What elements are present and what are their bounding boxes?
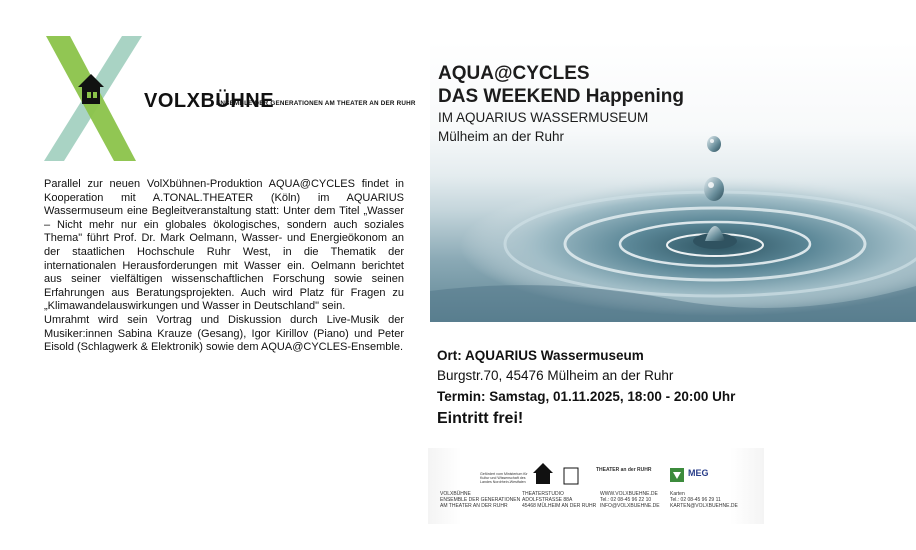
banner-title: AQUA@CYCLES (438, 63, 590, 84)
event-details (437, 346, 735, 430)
sponsor-note: Gefördert vom Ministerium für Kultur und Wissenschaft des Landes Nordrhein-Westfalen (480, 472, 528, 484)
venue-address: Burgstr.70, 45476 Mülheim an der Ruhr (437, 368, 674, 383)
footer-column-contact (600, 491, 660, 510)
venue-location: Ort: AQUARIUS Wassermuseum (437, 348, 644, 363)
theater-logo-icon (564, 468, 578, 484)
footer-text: VOLXBÜHNE (440, 491, 471, 497)
water-drop-banner (430, 41, 916, 322)
article-paragraph-1: Parallel zur neuen VolXbühnen-Produktion AQUA@CYCLES findet in Kooperation mit A.TONAL.THEATER (Köln) im AQUARIUS Wassermuseum eine Begleitveranstaltung statt: Unter dem Titel „Wasser – Nicht mehr nur ein globales ökologisches, sondern auch soziales Thema" führt Prof. Dr. Mark Oelmann, Wasser- und Energieökonom an der staatlichen Hochschule Ruhr West, in die Thematik der internationalen Herausforderungen mit Wasser ein. Oelmann berichtet aus seiner vielfältigen wissenschaftlichen Forschung sowie seinen Erfahrungen aus Beratungsprojekten. Auch wird Platz für Fragen zu „Klimawandelauswirkungen und Wasser in Deutschland" sein. (44, 178, 404, 313)
footer-column-tickets (670, 491, 738, 510)
sponsor-logos (428, 458, 764, 488)
article-text (44, 178, 404, 355)
email-link[interactable]: INFO@VOLXBUEHNE.DE (600, 503, 660, 510)
article-paragraph-2: Umrahmt wird sein Vortrag und Diskussion durch Live-Musik der Musiker:innen Sabina Krauze (Gesang), Igor Kirillov (Piano) und Peter Eisold (Schlagwerk & Elektronik) sowie dem AQUA@CYCLES-Ensemble. (44, 313, 404, 354)
footer-text: THEATERSTUDIO (522, 491, 564, 497)
banner-venue-line: IM AQUARIUS WASSERMUSEUM (438, 110, 649, 125)
footer-strip (428, 448, 764, 524)
footer-text: Tel.: 02 08-45 96 29 11 (670, 497, 721, 504)
volxbuehne-logo (44, 36, 416, 164)
meg-logo: MEG (688, 468, 709, 478)
banner-text (438, 63, 684, 146)
admission-note: Eintritt frei! (437, 410, 524, 427)
website-link[interactable]: WWW.VOLXBUEHNE.DE (600, 491, 658, 497)
theater-logo-text: THEATER an der RUHR (596, 467, 652, 473)
footer-column-theaterstudio (522, 491, 596, 510)
footer-text: AM THEATER AN DER RUHR (440, 503, 508, 510)
logo-tagline: ENSEMBLE DER GENERATIONEN AM THEATER AN DER RUHR (216, 100, 416, 107)
water-drop-icon (704, 177, 724, 201)
volxbuehne-house-icon (533, 463, 553, 484)
footer-text: 45468 MÜLHEIM AN DER RUHR (522, 503, 597, 510)
logo-wordmark: VOLXBÜHNE (144, 90, 275, 112)
ticket-email-link[interactable]: KARTEN@VOLXBUEHNE.DE (670, 503, 738, 510)
footer-text: Karten (670, 491, 685, 497)
footer-text: ENSEMBLE DER GENERATIONEN (440, 497, 521, 504)
event-date: Termin: Samstag, 01.11.2025, 18:00 - 20:00 Uhr (437, 389, 736, 404)
banner-subtitle: DAS WEEKEND Happening (438, 86, 684, 107)
footer-text: ADOLFSTRASSE 88A (522, 497, 573, 504)
footer-column-volxbuehne (440, 491, 520, 510)
footer-text: Tel.: 02 08-45 96 22 10 (600, 497, 652, 504)
banner-city-line: Mülheim an der Ruhr (438, 129, 565, 144)
